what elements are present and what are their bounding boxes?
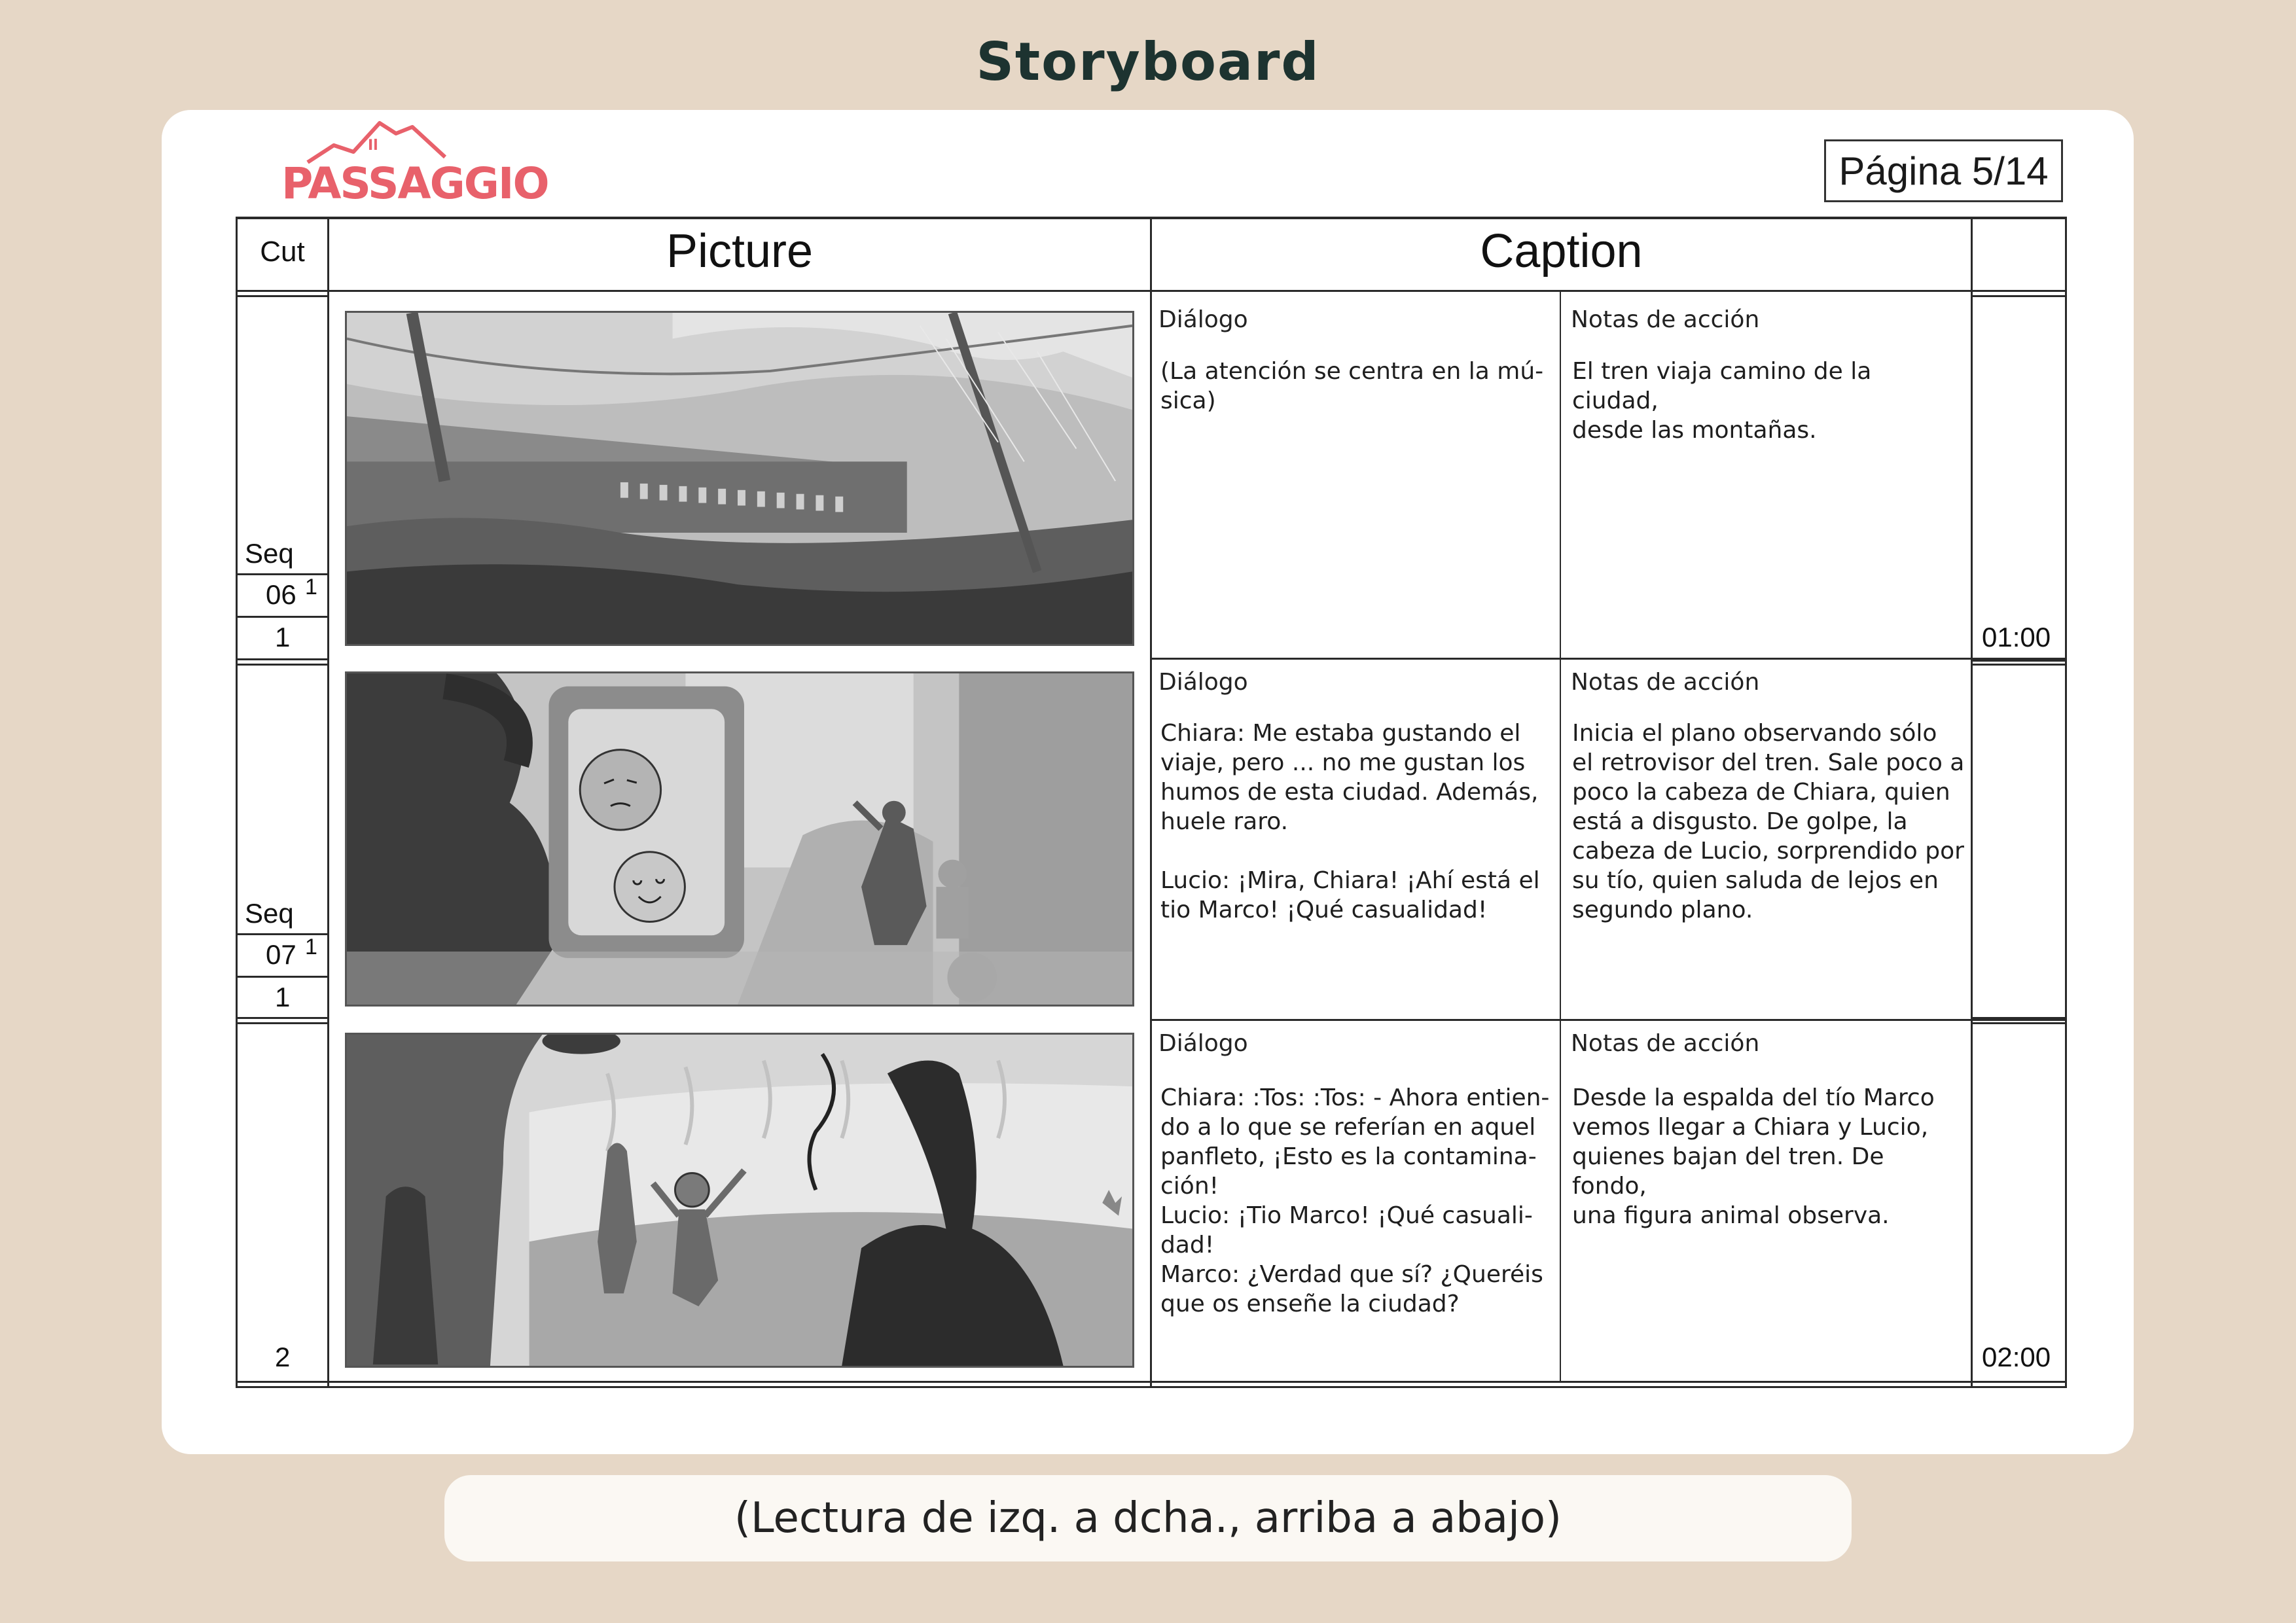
- dialogue-text: Chiara: Me estaba gustando el viaje, pero ... no me gustan los humos de esta ciudad. Además, huele raro. Lucio: ¡Mira, Chiara! ¡Ahí está el tio Marco! ¡Qué casualidad!: [1160, 720, 1540, 923]
- seq-number: 06: [266, 579, 296, 610]
- action-notes-label: Notas de acción: [1571, 306, 1760, 333]
- logo-text: PASSAGGIO: [281, 158, 548, 209]
- seq-number: 07: [266, 939, 296, 970]
- logo-small-text: Il: [368, 137, 378, 154]
- seq-label: Seq: [245, 898, 294, 929]
- train-mountains-image: [347, 313, 1132, 644]
- dialogue-label: Diálogo: [1158, 669, 1248, 696]
- mountain-logo-icon: [281, 111, 478, 164]
- cut-header: Cut: [260, 236, 305, 268]
- duration-label: 01:00: [1982, 622, 2051, 652]
- picture-header: Picture: [666, 225, 814, 277]
- station-arrival-image: [347, 1035, 1132, 1366]
- reading-order-note: (Lectura de izq. a dcha., arriba a abajo): [444, 1475, 1852, 1561]
- page-number: Página 5/14: [1824, 139, 2063, 202]
- action-notes-text: Inicia el plano observando sólo el retrovisor del tren. Sale poco a poco la cabeza de Chiara, quien está a disgusto. De golpe, la cabeza de Lucio, sorprendido por su tío, quien saluda de lejos en segundo plano.: [1572, 720, 1965, 923]
- seq-superscript: 1: [305, 935, 317, 959]
- action-notes-text: El tren viaja camino de la ciudad, desde las montañas.: [1572, 358, 1872, 444]
- caption-header: Caption: [1480, 225, 1643, 277]
- seq-superscript: 1: [305, 575, 317, 599]
- page-title: Storyboard: [976, 31, 1320, 92]
- mirror-characters-image: [347, 673, 1132, 1005]
- dialogue-label: Diálogo: [1158, 306, 1248, 333]
- cut-number: 1: [275, 982, 291, 1012]
- duration-label: 02:00: [1982, 1342, 2051, 1372]
- dialogue-text: (La atención se centra en la mú- sica): [1160, 358, 1544, 414]
- seq-label: Seq: [245, 538, 294, 569]
- cut-number: 1: [275, 622, 291, 652]
- frame-mirror-characters: [345, 671, 1134, 1007]
- dialogue-text: Chiara: :Tos: :Tos: - Ahora entien- do a lo que se referían en aquel panfleto, ¡Esto es la contamina- ción! Lucio: ¡Tio Marco! ¡Qué casuali- dad! Marco: ¿Verdad que sí? ¿Queréis que os enseñe la ciudad?: [1160, 1084, 1550, 1317]
- action-notes-label: Notas de acción: [1571, 669, 1760, 696]
- passaggio-logo: [281, 111, 548, 209]
- action-notes-label: Notas de acción: [1571, 1030, 1760, 1057]
- cut-number: 2: [275, 1342, 291, 1372]
- dialogue-label: Diálogo: [1158, 1030, 1248, 1057]
- frame-train-mountains: [345, 311, 1134, 646]
- frame-station-arrival: [345, 1033, 1134, 1368]
- action-notes-text: Desde la espalda del tío Marco vemos llegar a Chiara y Lucio, quienes bajan del tren. De fondo, una figura animal observa.: [1572, 1084, 1935, 1229]
